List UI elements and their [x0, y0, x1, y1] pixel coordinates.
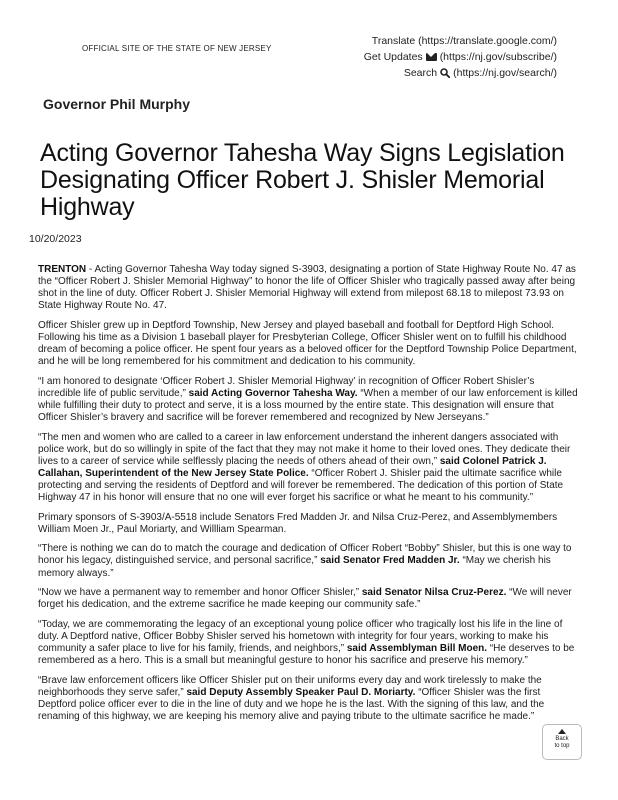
dateline: TRENTON [38, 264, 87, 275]
back-to-top-button[interactable] [542, 724, 582, 760]
search-label: Search [403, 67, 438, 79]
paragraph-text: - Acting Governor Tahesha Way today signed S-3903, designating a portion of State Highway Route No. 47 as the “Officer Robert J. Shisler Memorial Highway” to honor the life of Officer Shisler who tragically passed away after being shot in the line of duty. Officer Robert J. Shisler Memorial Highway will extend from milepost 68.18 to milepost 73.93 on State Highway Route No. 47. [38, 264, 576, 312]
header-links [364, 33, 557, 81]
publish-date: 10/20/2023 [29, 233, 82, 245]
speaker: said Senator Fred Madden Jr. [320, 555, 460, 567]
paragraph-2: Officer Shisler grew up in Deptford Township, New Jersey and played baseball and football for Deptford High School. Following his time as a Division 1 baseball player for Presbyterian College, Officer Shisler went on to fulfill his childhood dream of becoming a police officer. He spent four years as a beloved officer for the Deptford Township Police Department, and he will be long remembered for his commitment and dedication to his community. [38, 319, 577, 368]
envelope-icon [426, 53, 437, 61]
article-body [38, 264, 578, 731]
search-url: (https://nj.gov/search/) [453, 67, 557, 79]
quote-text: “The men and women who are called to a career in law enforcement understand the inherent dangers associated with police work, but do so willingly in spite of the fact that they may not make it home to their loved ones. They dedicate their lives to a career of service while selflessly placing the needs of others ahead of their own,” [38, 431, 571, 467]
quote-text: “Brave law enforcement officers like Officer Shisler put on their uniforms every day and work tirelessly to make the neighborhoods they serve safer,” [38, 674, 542, 698]
paragraph-8 [38, 619, 578, 667]
governor-link[interactable]: Governor Phil Murphy [43, 96, 191, 112]
speaker: said Acting Governor Tahesha Way. [188, 387, 358, 399]
quote-text: “We will never forget his dedication, and the extreme sacrifice he made keeping our community safe.” [38, 587, 572, 611]
search-link[interactable] [364, 65, 557, 81]
quote-text: “May we cherish his memory always.” [38, 555, 551, 579]
official-site-label: OFFICIAL SITE OF THE STATE OF NEW JERSEY [82, 44, 272, 53]
speaker: said Assemblyman Bill Moen. [346, 643, 488, 655]
back-to-top-line1: Back [555, 736, 569, 742]
get-updates-label: Get Updates [363, 51, 423, 63]
quote-text: “There is nothing we can do to match the courage and dedication of Officer Robert “Bobby” Shisler, but this is one way to honor his legacy, distinguished service, and personal sacrifice,” [38, 543, 572, 567]
quote-text: “Today, we are commemorating the legacy of an exceptional young police officer who tragically lost his life in the line of duty. A Deptford native, Officer Bobby Shisler served his hometown with integrity for four years, working to make his community a safer place to live for his family, friends, and neighbors,” [38, 618, 563, 655]
translate-link[interactable]: Translate (https://translate.google.com/) [371, 35, 557, 47]
quote-text: “When a member of our law enforcement is killed while fulfilling their duty to protect and serve, it is a loss mourned by the entire state. This designation will ensure that Officer Shisler’s bravery and sacrifice will be forever remembered and recognized by New Jerseyans.” [38, 387, 578, 424]
paragraph-3 [38, 376, 578, 424]
speaker: said Senator Nilsa Cruz-Perez. [361, 587, 507, 599]
page-title: Acting Governor Tahesha Way Signs Legislation Designating Officer Robert J. Shisler Memorial Highway [40, 139, 565, 221]
paragraph-5: Primary sponsors of S-3903/A-5518 include Senators Fred Madden Jr. and Nilsa Cruz-Perez, and Assemblymembers William Moen Jr., Paul Moriarty, and Willliam Spearman. [38, 511, 558, 535]
quote-text: “Now we have a permanent way to remember and honor Officer Shisler,” [38, 587, 362, 599]
search-icon [440, 68, 450, 78]
quote-text: “Officer Shisler was the first Deptford police officer ever to die in the line of duty and we hope he is the last. With the signing of this law, and the renaming of this highway, we are keeping his memory alive and paying tribute to the ultimate sacrifice he made.” [38, 686, 545, 722]
speaker: said Colonel Patrick J. Callahan, Superintendent of the New Jersey State Police. [38, 455, 547, 479]
paragraph-7 [38, 587, 578, 611]
paragraph-6 [38, 543, 578, 579]
arrow-up-icon [558, 729, 566, 734]
get-updates-link[interactable] [364, 49, 557, 65]
back-to-top-line2: to top [554, 743, 570, 749]
get-updates-url: (https://nj.gov/subscribe/) [439, 51, 557, 63]
quote-text: “I am honored to designate ‘Officer Robert J. Shisler Memorial Highway’ in recognition of Officer Robert Shisler’s incredible life of public servitude,” [38, 375, 535, 399]
quote-text: “He deserves to be remembered as a hero. This is a small but meaningful gesture to honor his sacrifice and preserve his memory.” [38, 643, 575, 667]
quote-text: “Officer Robert J. Shisler paid the ultimate sacrifice while protecting and serving the residents of Deptford and will forever be remembered. The dedication of this portion of State Highway 47 in his honor will ensure that no one will ever forget his sacrifice or what he meant to his community.” [38, 467, 564, 504]
paragraph-1 [38, 264, 578, 312]
speaker: said Deputy Assembly Speaker Paul D. Moriarty. [186, 686, 416, 698]
paragraph-4 [38, 432, 578, 505]
paragraph-9 [38, 675, 578, 723]
